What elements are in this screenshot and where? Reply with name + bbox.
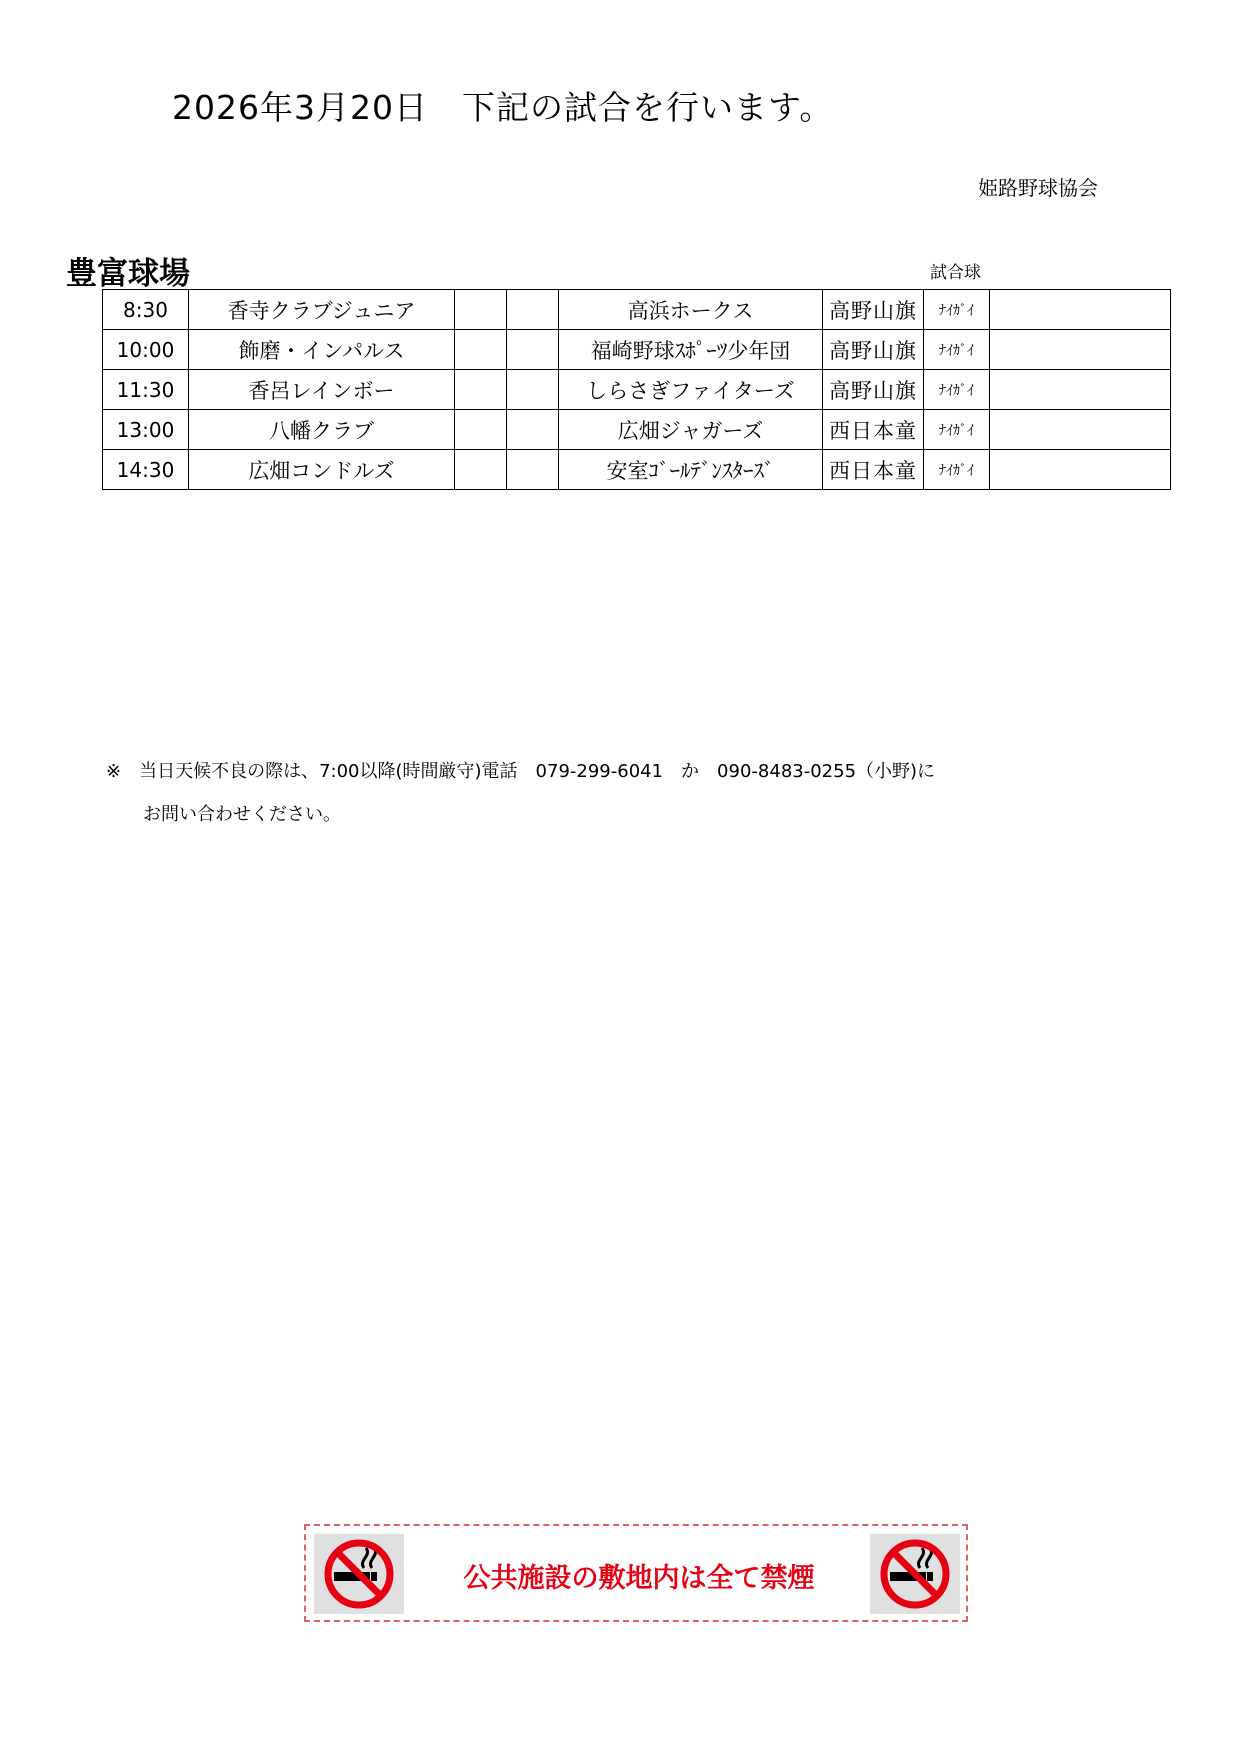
score-a: [455, 410, 507, 450]
team-b: 広畑ジャガーズ: [559, 410, 823, 450]
score-a: [455, 330, 507, 370]
table-row: [103, 330, 1171, 370]
team-a: 香呂レインボー: [189, 370, 455, 410]
game-time: 8:30: [103, 290, 189, 330]
game-ball: ﾅｲｶﾞｲ: [924, 330, 990, 370]
tournament-name: 高野山旗: [823, 330, 924, 370]
team-a: 八幡クラブ: [189, 410, 455, 450]
row-note: [990, 410, 1171, 450]
game-ball: ﾅｲｶﾞｲ: [924, 290, 990, 330]
game-time: 13:00: [103, 410, 189, 450]
tournament-name: 高野山旗: [823, 290, 924, 330]
team-a: 飾磨・インパルス: [189, 330, 455, 370]
table-row: [103, 450, 1171, 490]
no-smoking-banner: [304, 1524, 968, 1622]
score-a: [455, 450, 507, 490]
row-note: [990, 370, 1171, 410]
score-b: [507, 450, 559, 490]
tournament-name: 西日本童: [823, 450, 924, 490]
score-a: [455, 370, 507, 410]
score-b: [507, 410, 559, 450]
score-b: [507, 370, 559, 410]
game-ball: ﾅｲｶﾞｲ: [924, 450, 990, 490]
team-b: 福崎野球ｽﾎﾟｰﾂ少年団: [559, 330, 823, 370]
game-ball: ﾅｲｶﾞｲ: [924, 370, 990, 410]
game-schedule-table: [102, 289, 1171, 490]
table-row: [103, 290, 1171, 330]
team-a: 広畑コンドルズ: [189, 450, 455, 490]
no-smoking-icon: [314, 1534, 404, 1614]
organization-name: 姫路野球協会: [978, 176, 1098, 200]
tournament-name: 西日本童: [823, 410, 924, 450]
tournament-name: 高野山旗: [823, 370, 924, 410]
score-a: [455, 290, 507, 330]
row-note: [990, 450, 1171, 490]
weather-notice-line-2: お問い合わせください。: [143, 804, 341, 825]
no-smoking-icon: [870, 1534, 960, 1614]
team-b: しらさぎファイターズ: [559, 370, 823, 410]
game-ball-column-label: 試合球: [930, 263, 981, 283]
table-row: [103, 370, 1171, 410]
row-note: [990, 290, 1171, 330]
team-a: 香寺クラブジュニア: [189, 290, 455, 330]
game-time: 10:00: [103, 330, 189, 370]
table-row: [103, 410, 1171, 450]
no-smoking-text: 公共施設の敷地内は全て禁煙: [463, 1563, 815, 1594]
team-b: 安室ｺﾞｰﾙﾃﾞﾝｽﾀｰｽﾞ: [559, 450, 823, 490]
game-time: 14:30: [103, 450, 189, 490]
score-b: [507, 330, 559, 370]
weather-notice-line-1: ※ 当日天候不良の際は、7:00以降(時間厳守)電話 079-299-6041 か 090-8483-0255（小野)に: [106, 761, 936, 782]
score-b: [507, 290, 559, 330]
row-note: [990, 330, 1171, 370]
page-headline: 2026年3月20日 下記の試合を行います。: [172, 88, 834, 127]
venue-title: 豊富球場: [66, 256, 190, 292]
team-b: 高浜ホークス: [559, 290, 823, 330]
game-ball: ﾅｲｶﾞｲ: [924, 410, 990, 450]
game-time: 11:30: [103, 370, 189, 410]
